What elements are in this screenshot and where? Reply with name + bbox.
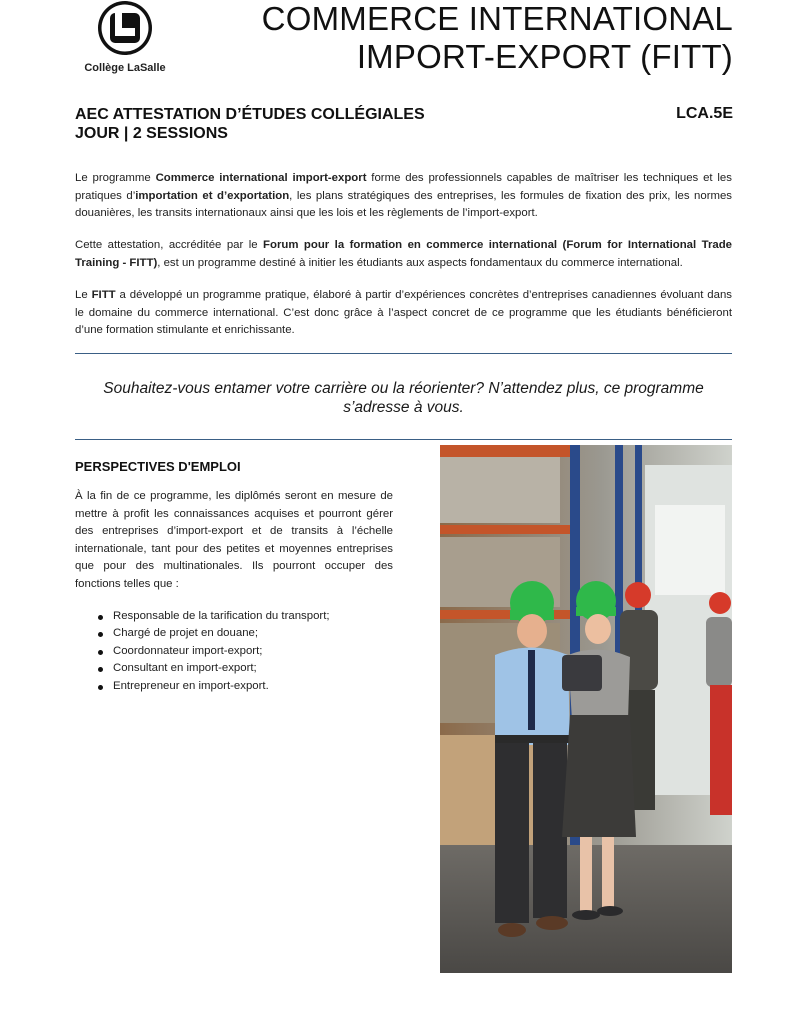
program-type: AEC ATTESTATION D’ÉTUDES COLLÉGIALES [75, 106, 425, 123]
emphasis-text: importation et d’exportation [135, 189, 290, 202]
forum-name: Forum pour la formation en commerce international (Forum for International Trade Training - FITT) [75, 239, 733, 269]
program-name: Commerce international import-export [155, 172, 367, 184]
list-item: Consultant en import-export; [98, 660, 330, 677]
text-span: Le programme [75, 172, 156, 184]
list-item: Responsable de la tarification du transport; [98, 608, 330, 625]
divider-top [75, 353, 732, 354]
program-schedule: JOUR | 2 SESSIONS [75, 125, 228, 142]
call-to-action-quote: Souhaitez-vous entamer votre carrière ou la réorienter? N’attendez plus, ce programme s’adresse à vous. [103, 380, 704, 416]
job-functions-list [98, 608, 330, 695]
perspectives-text: À la fin de ce programme, les diplômés seront en mesure de mettre à profit les connaissances acquises et pourront gérer des entreprises d’import-export et de transits à l’échelle internationale, tant pour des petites et moyennes entreprises que pour des multinationales. Ils pourront occuper des fonctions telles que : [75, 490, 393, 590]
fitt-acronym: FITT [91, 289, 116, 301]
college-name: Collège LaSalle [84, 62, 166, 74]
text-span: , est un programme destiné à initier les étudiants aux aspects fondamentaux du commerce international. [157, 256, 683, 269]
list-item: Entrepreneur en import-export. [98, 678, 330, 695]
section-heading-perspectives: PERSPECTIVES D'EMPLOI [75, 459, 241, 474]
page-title [262, 0, 733, 76]
divider-bottom [75, 439, 732, 440]
list-item: Chargé de projet en douane; [98, 625, 330, 642]
text-span: , les plans stratégiques des entreprises, les formules de fixation des prix, les normes douanières, les transits internationaux ainsi que les lois et les règlements de l’import-export. [75, 189, 733, 219]
text-span: Le [75, 289, 92, 301]
text-span: Cette attestation, accréditée par le [75, 239, 264, 251]
title-line-1: COMMERCE INTERNATIONAL [261, 0, 733, 37]
program-heading [75, 105, 425, 143]
warehouse-photo [440, 445, 732, 973]
title-line-2: IMPORT-EXPORT (FITT) [356, 38, 733, 75]
college-logo [80, 0, 170, 80]
text-span: a développé un programme pratique, élaboré à partir d’expériences concrètes d’entreprises canadiennes évoluant dans le domaine du commerce international. C’est donc grâce à l’aspect concret de ce programme que les étudiants bénéficieront d’une formation stimulante et enrichissante. [75, 289, 732, 336]
program-code: LCA.5E [676, 105, 733, 122]
intro-paragraph-3 [75, 287, 732, 340]
text-span: forme des professionnels capables de maîtriser les techniques et les pratiques d’ [75, 172, 732, 202]
list-item: Coordonnateur import-export; [98, 643, 330, 660]
lasalle-logo-icon [90, 0, 160, 60]
intro-paragraph-1 [75, 170, 732, 223]
warehouse-illustration [440, 445, 732, 973]
intro-paragraph-2 [75, 237, 732, 272]
